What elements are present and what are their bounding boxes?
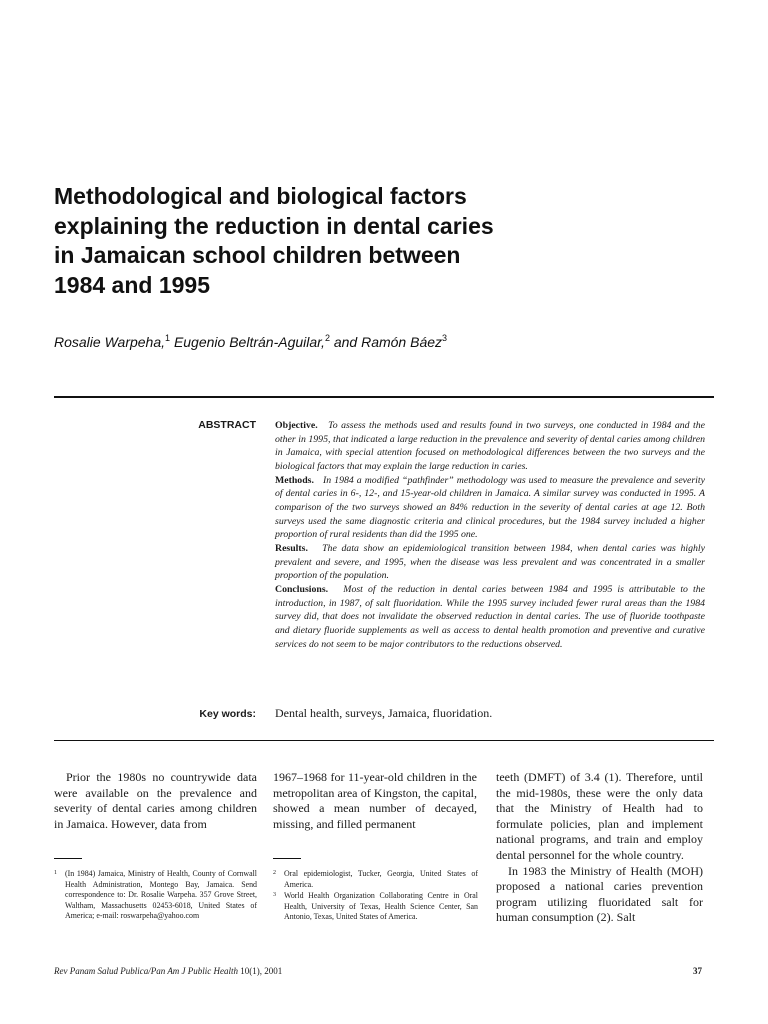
abstract-section	[275, 419, 705, 474]
title-line: explaining the reduction in dental caries	[54, 212, 494, 239]
footnote-text: World Health Organization Collaborating Centre in Oral Health, University of Texas, Health Science Center, San Antonio, Texas, United States of America.	[284, 891, 478, 922]
body-paragraph: 1967–1968 for 11-year-old children in the metropolitan area of Kingston, the capital, showed a mean number of decayed, missing, and filled permanent	[273, 770, 477, 831]
title-line: in Jamaican school children between	[54, 242, 461, 268]
abstract-text: The data show an epidemiological transition between 1984, when dental caries was highly prevalent and severe, and 1995, when the disease was less prevalent and was concentrated in a smaller proportion of the population.	[275, 542, 706, 582]
author-name: Eugenio Beltrán-Aguilar,	[173, 334, 325, 350]
body-column-2	[273, 770, 477, 832]
footnote-text: Oral epidemiologist, Tucker, Georgia, United States of America.	[284, 869, 478, 889]
footnote-number: 3	[273, 892, 276, 899]
abstract-heading: Methods.	[275, 474, 314, 486]
body-paragraph: teeth (DMFT) of 3.4 (1). Therefore, until the mid-1980s, these were the only data that the Ministry of Health had to formulate policies, plan and implement national programs, and train and employ dental personnel for the whole country.	[496, 770, 703, 862]
body-column-1	[54, 770, 257, 832]
author-list	[54, 333, 447, 350]
body-paragraph: In 1983 the Ministry of Health (MOH) proposed a national caries prevention program utilizing fluoridated salt for human consumption (2). Salt	[496, 863, 703, 925]
abstract-section	[275, 583, 705, 651]
title-line: 1984 and 1995	[54, 271, 211, 298]
article-title	[54, 182, 614, 300]
body-column-3	[496, 770, 703, 926]
abstract-divider	[54, 740, 714, 741]
body-paragraph: Prior the 1980s no countrywide data were available on the prevalence and severity of dental caries among children in Jamaica. However, data from	[54, 770, 257, 831]
abstract-section	[275, 474, 705, 542]
abstract-section	[275, 542, 705, 583]
abstract-heading: Results.	[275, 542, 308, 554]
page-number: 37	[693, 966, 702, 976]
abstract-heading: Objective.	[275, 420, 318, 431]
author-affiliation-mark: 3	[442, 333, 448, 343]
abstract-text: In 1984 a modified “pathfinder” methodology was used to measure the prevalence and severity of dental caries in 6-, 12-, and 15-year-old children in Jamaica. A similar survey was conducted in 1995. A comparison of the two surveys showed an 84% reduction in the severity of dental caries at age 12. Both surveys used the same diagnostic criteria and clinical procedures, but the 1984 survey included a higher proportion of rural residents than did the 1995 one.	[275, 474, 705, 541]
footnote-rule	[54, 858, 82, 859]
abstract-label: ABSTRACT	[198, 419, 256, 431]
abstract-text: To assess the methods used and results found in two surveys, one conducted in 1984 and the other in 1995, that indicated a large reduction in the prevalence and severity of dental caries among children in Jamaica, with special attention focused on methodological differences between the two surveys and the biological factors that may explain the large reduction in caries.	[275, 420, 705, 472]
footnote-number: 1	[54, 870, 57, 876]
keywords-text: Dental health, surveys, Jamaica, fluoridation.	[275, 706, 493, 720]
footnote	[273, 869, 478, 890]
journal-issue: 10(1), 2001	[240, 966, 283, 976]
abstract-heading: Conclusions.	[275, 583, 329, 595]
author-name: Rosalie Warpeha,	[54, 334, 166, 350]
journal-citation	[54, 966, 282, 976]
keywords-label: Key words:	[199, 708, 256, 720]
footnotes-column-2	[273, 869, 478, 924]
abstract-text: Most of the reduction in dental caries between 1984 and 1995 is attributable to the introduction, in 1987, of salt fluoridation. While the 1995 survey included fewer rural areas than the 1984 survey did, that does not invalidate the observed reduction in dental caries. The use of fluoride toothpaste and dietary fluoride supplements as well as access to dental health promotion and preventive and curative services do not seem to be major contributors to the reductions observed.	[275, 583, 705, 650]
footnote-number: 2	[273, 870, 276, 876]
footnote-rule	[273, 858, 301, 859]
journal-name: Rev Panam Salud Publica/Pan Am J Public Health	[54, 966, 239, 976]
abstract-body	[275, 419, 705, 651]
author-name: and Ramón Báez	[333, 334, 443, 350]
author-affiliation-mark: 2	[324, 333, 330, 343]
title-line: Methodological and biological factors	[54, 183, 467, 209]
top-divider	[54, 396, 714, 398]
footnote	[273, 891, 478, 923]
footnotes-column-1	[54, 869, 257, 923]
footnote-text: (In 1984) Jamaica, Ministry of Health, County of Cornwall Health Administration, Montego Bay, Jamaica. Send correspondence to: Dr. Rosalie Warpeha. 357 Grove Street, Waltham, Massachusetts 02453-6018, United States of America; e-mail: roswarpeha@yahoo.com	[65, 869, 257, 921]
footnote	[54, 869, 257, 922]
author-affiliation-mark: 1	[165, 333, 171, 343]
